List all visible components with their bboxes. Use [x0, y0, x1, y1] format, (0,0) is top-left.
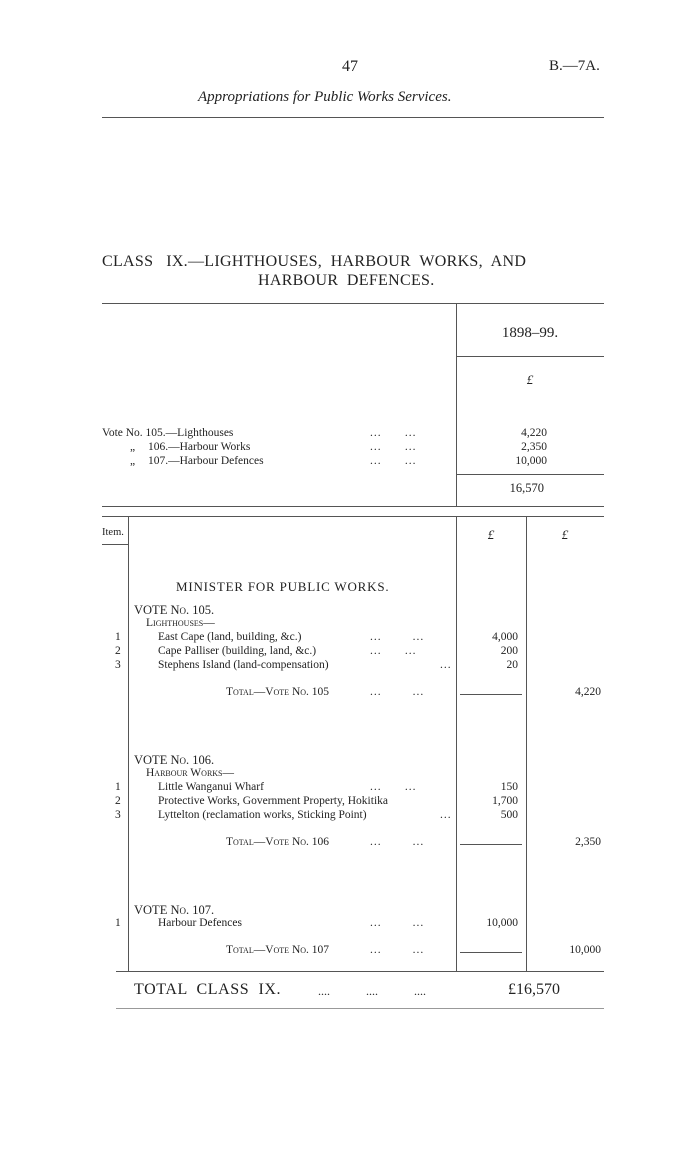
- summary-year: 1898–99.: [501, 325, 559, 341]
- class-title-line1: CLASS IX.—LIGHTHOUSES, HARBOUR WORKS, AND: [102, 253, 527, 270]
- summary-total-rule: [456, 474, 604, 475]
- detail-col1-currency: £: [487, 527, 495, 542]
- class-title-line2: HARBOUR DEFENCES.: [258, 272, 435, 289]
- summary-top-rule: [102, 303, 604, 304]
- summary-bottom-rule: [102, 506, 604, 507]
- vote106-item2-label: Protective Works, Government Property, Hokitika: [158, 795, 388, 807]
- grand-total-rule: [116, 1008, 604, 1009]
- vote105-item3-dots: ...: [440, 659, 452, 671]
- vote105-item1-dots: ... ...: [370, 631, 425, 643]
- summary-currency: £: [526, 372, 534, 387]
- item-header: Item.: [102, 527, 124, 538]
- vote107-item1-no: 1: [115, 917, 121, 929]
- vote107-total-label: Total—Vote No. 107: [226, 944, 330, 956]
- vote105-item1-label: East Cape (land, building, &c.): [158, 631, 302, 643]
- grand-total-dots: .... .... ....: [318, 984, 426, 998]
- header-rule: [102, 117, 604, 118]
- summary-amount-105: 4,220: [521, 427, 547, 439]
- vote106-item2-no: 2: [115, 795, 121, 807]
- detail-col2-divider: [526, 516, 527, 971]
- detail-item-divider: [128, 516, 129, 971]
- summary-row-107-dots: ... ...: [370, 455, 417, 467]
- vote105-item1-amount: 4,000: [492, 631, 518, 643]
- summary-row-106-prefix: „: [130, 441, 136, 453]
- vote107-item1-dots: ... ...: [370, 917, 425, 929]
- detail-top-rule: [102, 516, 604, 517]
- vote106-item3-dots: ...: [440, 809, 452, 821]
- vote105-total-label: Total—Vote No. 105: [226, 686, 330, 698]
- vote106-total: 2,350: [575, 836, 601, 848]
- vote105-total-rule: [460, 694, 522, 695]
- vote106-item3-no: 3: [115, 809, 121, 821]
- summary-row-106: 106.—Harbour Works: [148, 441, 251, 453]
- summary-year-rule: [456, 356, 604, 357]
- vote106-item1-amount: 150: [500, 781, 518, 793]
- grand-total-label: TOTAL CLASS IX.: [134, 981, 282, 998]
- vote106-item3-label: Lyttelton (reclamation works, Sticking Point): [158, 809, 367, 821]
- item-header-rule: [102, 544, 128, 545]
- vote105-item2-dots: ... ...: [370, 645, 417, 657]
- vote106-total-dots: ... ...: [370, 836, 425, 848]
- page-subtitle: Appropriations for Public Works Services.: [198, 89, 452, 105]
- detail-bottom-rule: [116, 971, 604, 972]
- vote107-title: VOTE No. 107.: [134, 903, 215, 917]
- summary-total: 16,570: [509, 481, 544, 495]
- vote107-total-dots: ... ...: [370, 944, 425, 956]
- summary-amount-106: 2,350: [521, 441, 547, 453]
- vote105-total: 4,220: [575, 686, 601, 698]
- vote107-total-rule: [460, 952, 522, 953]
- vote106-item1-no: 1: [115, 781, 121, 793]
- vote107-item1-label: Harbour Defences: [158, 917, 242, 929]
- vote106-title: VOTE No. 106.: [134, 753, 215, 767]
- vote105-item3-no: 3: [115, 659, 121, 671]
- summary-row-107-prefix: „: [130, 455, 136, 467]
- detail-col2-currency: £: [561, 527, 569, 542]
- vote106-sub: Harbour Works—: [146, 767, 235, 779]
- document-code: B.—7A.: [549, 58, 600, 74]
- vote105-item2-label: Cape Palliser (building, land, &c.): [158, 645, 317, 657]
- vote105-sub: Lighthouses—: [146, 617, 215, 629]
- summary-row-106-dots: ... ...: [370, 441, 417, 453]
- vote107-total: 10,000: [569, 944, 601, 956]
- page-number: 47: [342, 58, 358, 75]
- vote105-item3-amount: 20: [506, 659, 518, 671]
- summary-row-107: 107.—Harbour Defences: [148, 455, 264, 467]
- grand-total-amount: £16,570: [508, 981, 560, 998]
- vote105-title: VOTE No. 105.: [134, 603, 215, 617]
- summary-row-105: Vote No. 105.—Lighthouses: [102, 427, 234, 439]
- vote106-item1-label: Little Wanganui Wharf: [158, 781, 264, 793]
- summary-row-105-dots: ... ...: [370, 427, 417, 439]
- vote105-total-dots: ... ...: [370, 686, 425, 698]
- vote106-total-label: Total—Vote No. 106: [226, 836, 330, 848]
- summary-amount-107: 10,000: [515, 455, 547, 467]
- vote105-item1-no: 1: [115, 631, 121, 643]
- vote106-item1-dots: ... ...: [370, 781, 417, 793]
- vote105-item2-amount: 200: [500, 645, 518, 657]
- vote105-item2-no: 2: [115, 645, 121, 657]
- vote107-item1-amount: 10,000: [486, 917, 518, 929]
- vote106-item3-amount: 500: [500, 809, 518, 821]
- vote106-item2-amount: 1,700: [492, 795, 518, 807]
- detail-col1-divider: [456, 516, 457, 971]
- vote105-item3-label: Stephens Island (land-compensation): [158, 659, 329, 671]
- minister-heading: MINISTER FOR PUBLIC WORKS.: [176, 579, 390, 594]
- vote106-total-rule: [460, 844, 522, 845]
